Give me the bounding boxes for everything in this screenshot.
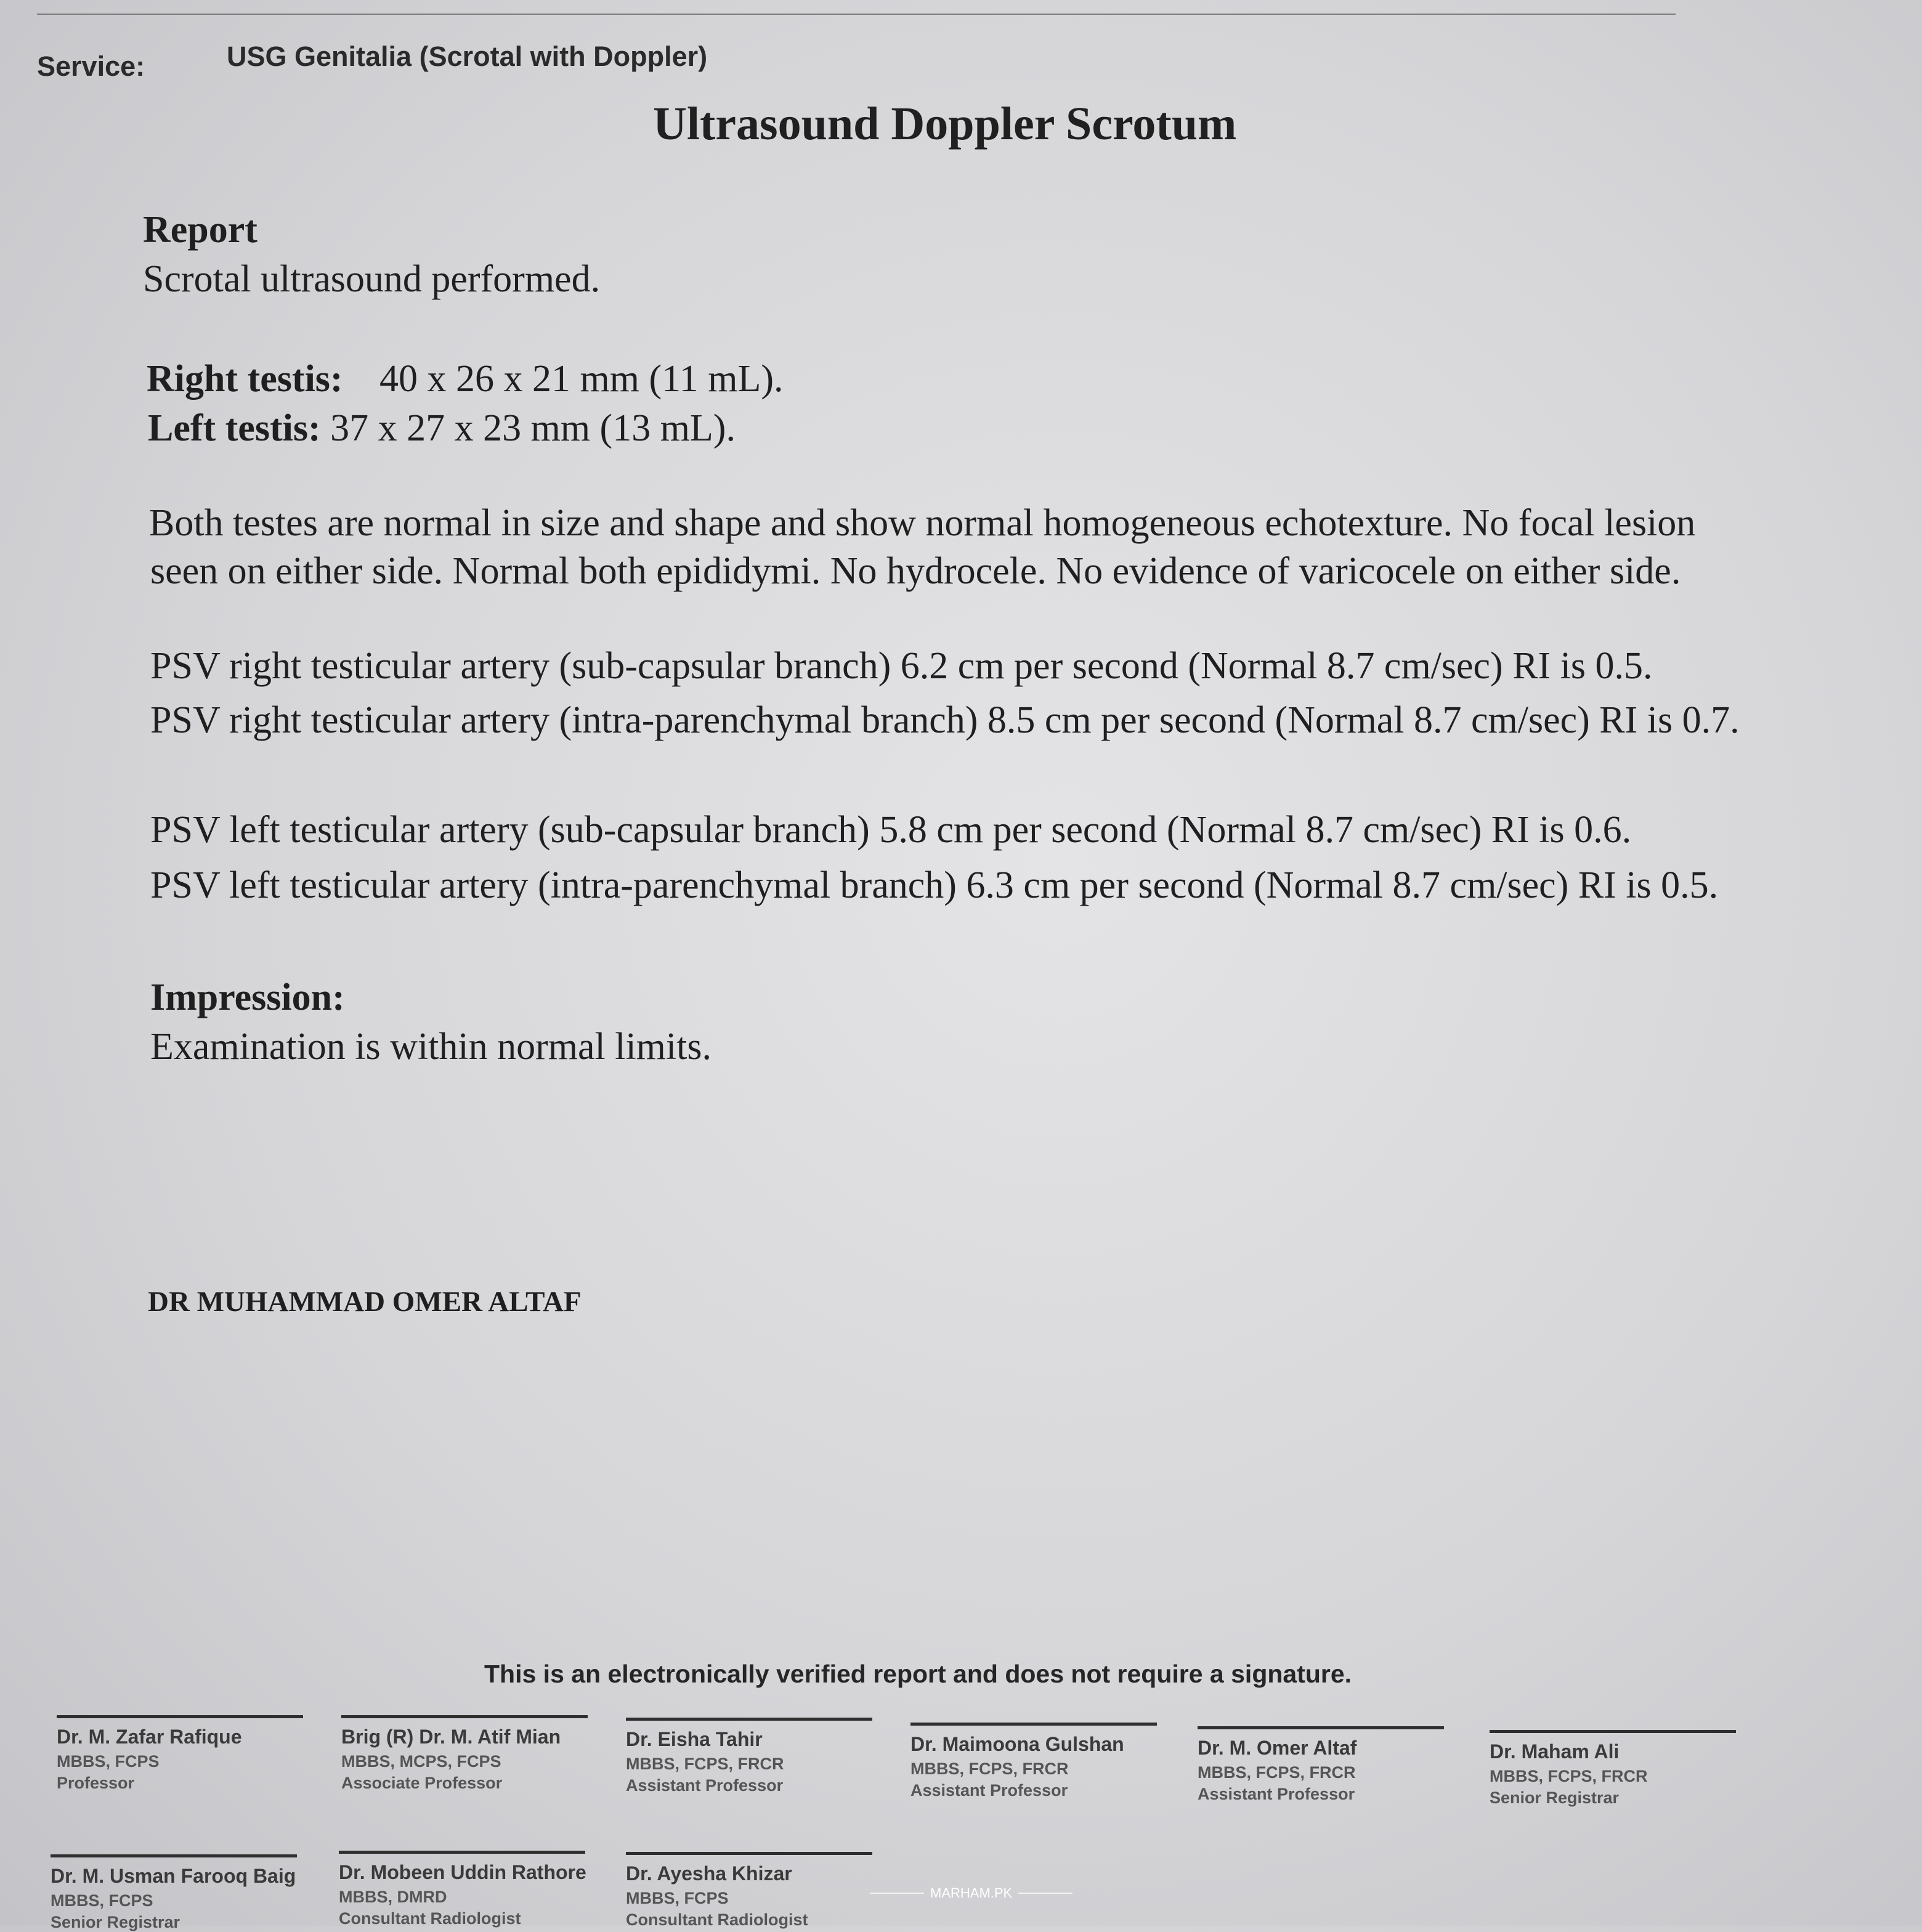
- doctor-name: Dr. Maham Ali: [1490, 1740, 1620, 1763]
- left-testis-label: Left testis:: [148, 407, 321, 449]
- doctor-qualification: MBBS, FCPS: [51, 1891, 153, 1910]
- doctor-qualification: MBBS, FCPS: [57, 1752, 160, 1771]
- doctor-card: [51, 1854, 297, 1932]
- signature-line: [910, 1723, 1157, 1726]
- doctor-name: Dr. M. Omer Altaf: [1198, 1737, 1357, 1759]
- doctor-role: Consultant Radiologist: [626, 1910, 808, 1929]
- signature-line: [626, 1852, 872, 1855]
- doctor-card: [339, 1851, 585, 1928]
- doctor-qualification: MBBS, FCPS, FRCR: [626, 1755, 784, 1773]
- doctor-qualification: MBBS, FCPS, FRCR: [1490, 1767, 1648, 1785]
- doctor-role: Senior Registrar: [51, 1913, 180, 1931]
- signature-line: [341, 1715, 588, 1718]
- doctor-card: [910, 1723, 1157, 1800]
- doctor-role: Senior Registrar: [1490, 1788, 1620, 1807]
- doctor-qualification: MBBS, MCPS, FCPS: [341, 1752, 501, 1771]
- doctor-role: Professor: [57, 1774, 135, 1792]
- right-testis-value: 40 x 26 x 21 mm (11 mL).: [379, 358, 784, 400]
- doctor-card: [1490, 1730, 1736, 1808]
- watermark: [870, 1885, 1073, 1901]
- psv-left-intraparenchymal: PSV left testicular artery (intra-parenchymal branch) 6.3 cm per second (Normal 8.7 cm/sec) RI is 0.5.: [150, 864, 1719, 906]
- doctor-card: [626, 1718, 872, 1795]
- findings-line-1: Both testes are normal in size and shape and show normal homogeneous echotexture. No focal lesion: [149, 502, 1696, 544]
- signature-line: [626, 1718, 872, 1721]
- signature-line: [57, 1715, 303, 1718]
- watermark-text: MARHAM.PK: [930, 1885, 1013, 1901]
- impression-heading: Impression:: [150, 976, 345, 1018]
- signature-line: [1198, 1726, 1444, 1729]
- doctor-name: Dr. Maimoona Gulshan: [910, 1733, 1124, 1755]
- doctor-card: [341, 1715, 588, 1793]
- watermark-line-right: [1018, 1893, 1073, 1894]
- psv-right-intraparenchymal: PSV right testicular artery (intra-parenchymal branch) 8.5 cm per second (Normal 8.7 cm/sec) RI is 0.7.: [150, 699, 1740, 741]
- doctor-qualification: MBBS, DMRD: [339, 1888, 447, 1906]
- doctor-qualification: MBBS, FCPS: [626, 1889, 729, 1907]
- report-heading: Report: [143, 209, 257, 251]
- watermark-line-left: [870, 1893, 924, 1894]
- verified-note: This is an electronically verified report and does not require a signature.: [484, 1660, 1352, 1688]
- report-intro: Scrotal ultrasound performed.: [143, 258, 601, 300]
- doctor-role: Assistant Professor: [626, 1776, 784, 1795]
- doctor-qualification: MBBS, FCPS, FRCR: [910, 1760, 1069, 1778]
- doctor-name: Dr. Ayesha Khizar: [626, 1862, 792, 1885]
- service-label: Service:: [37, 51, 145, 82]
- doctor-role: Associate Professor: [341, 1774, 503, 1792]
- doctor-qualification: MBBS, FCPS, FRCR: [1198, 1763, 1356, 1782]
- psv-left-subcapsular: PSV left testicular artery (sub-capsular branch) 5.8 cm per second (Normal 8.7 cm/sec) RI is 0.6.: [150, 809, 1632, 851]
- doctor-name: Brig (R) Dr. M. Atif Mian: [341, 1726, 561, 1748]
- doctor-role: Consultant Radiologist: [339, 1909, 521, 1928]
- left-testis-line: [148, 407, 736, 450]
- psv-right-subcapsular: PSV right testicular artery (sub-capsular branch) 6.2 cm per second (Normal 8.7 cm/sec) RI is 0.5.: [150, 645, 1653, 687]
- doctor-card: [626, 1852, 872, 1930]
- doctor-role: Assistant Professor: [1198, 1785, 1355, 1803]
- service-value: USG Genitalia (Scrotal with Doppler): [227, 41, 708, 72]
- right-testis-label: Right testis:: [147, 358, 343, 400]
- doctor-role: Assistant Professor: [910, 1781, 1068, 1800]
- signature-line: [1490, 1730, 1736, 1733]
- doctor-card: [1198, 1726, 1444, 1804]
- doctor-name: Dr. Mobeen Uddin Rathore: [339, 1861, 586, 1883]
- doctor-name: Dr. M. Usman Farooq Baig: [51, 1865, 296, 1887]
- doctor-card: [57, 1715, 303, 1793]
- impression-text: Examination is within normal limits.: [150, 1026, 712, 1068]
- signature-line: [339, 1851, 585, 1854]
- findings-line-2: seen on either side. Normal both epididymi. No hydrocele. No evidence of varicocele on either side.: [150, 550, 1681, 592]
- top-rule: [37, 14, 1676, 15]
- signature-line: [51, 1854, 297, 1857]
- right-testis-line: [147, 357, 784, 401]
- page-title: Ultrasound Doppler Scrotum: [653, 98, 1237, 150]
- left-testis-value: 37 x 27 x 23 mm (13 mL).: [330, 407, 736, 449]
- doctor-name: Dr. Eisha Tahir: [626, 1728, 763, 1750]
- doctor-name: Dr. M. Zafar Rafique: [57, 1726, 242, 1748]
- reporting-doctor: DR MUHAMMAD OMER ALTAF: [148, 1286, 582, 1318]
